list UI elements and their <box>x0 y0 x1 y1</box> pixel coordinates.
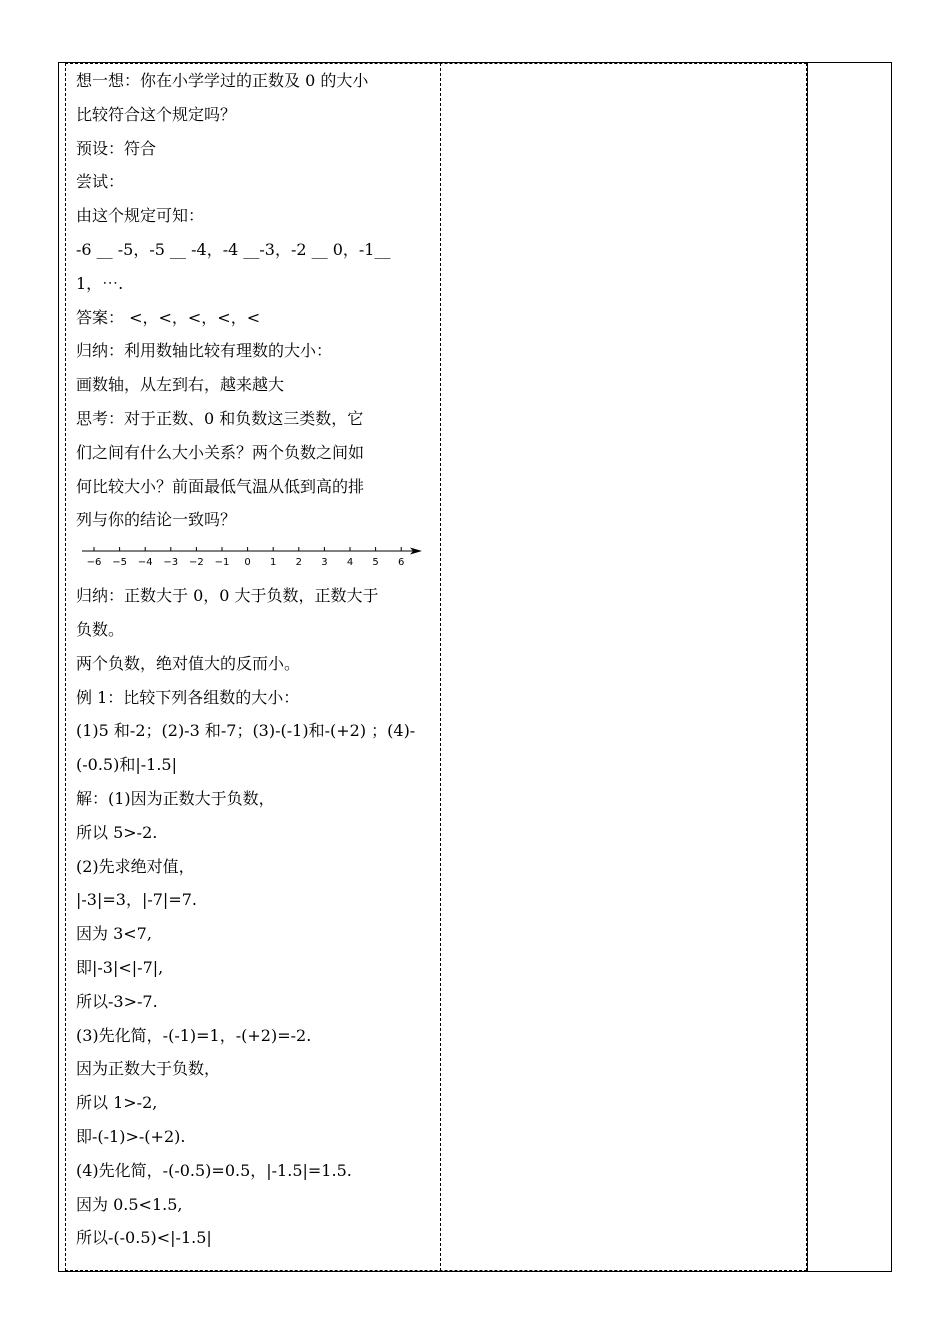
text-line: -6 __ -5，-5 __ -4，-4 __-3，-2 __ 0，-1__ <box>76 239 391 259</box>
number-line <box>82 545 422 575</box>
text-line: (4)先化简，-(-0.5)=0.5，|-1.5|=1.5. <box>76 1160 352 1180</box>
text-line: 例 1：比较下列各组数的大小： <box>76 687 300 707</box>
text-line: 因为 3<7, <box>76 924 152 944</box>
text-line: (3)先化简，-(-1)=1，-(+2)=-2. <box>76 1025 312 1045</box>
text-line: 两个负数，绝对值大的反而小。 <box>76 653 301 673</box>
text-line: 们之间有什么大小关系？两个负数之间如 <box>76 442 365 462</box>
text-line: 归纳：正数大于 0，0 大于负数，正数大于 <box>76 586 379 606</box>
text-line: 预设：符合 <box>76 138 157 158</box>
text-line: 即|-3|<|-7|, <box>76 957 164 977</box>
column-divider <box>807 63 808 1271</box>
text-line: |-3|=3，|-7|=7. <box>76 890 197 910</box>
lesson-content <box>76 64 434 1255</box>
text-line: 何比较大小？前面最低气温从低到高的排 <box>76 476 365 496</box>
number-line-tick-label: 4 <box>346 557 354 569</box>
text-line: 1，⋯. <box>76 273 124 293</box>
text-line: 即-(-1)>-(+2). <box>76 1126 186 1146</box>
number-line-tick-label: −5 <box>112 557 127 569</box>
number-line-tick-label: 6 <box>398 557 405 569</box>
text-line: 所以 5>-2. <box>76 822 158 842</box>
notes-column <box>441 63 807 1271</box>
number-line-figure <box>76 537 434 579</box>
number-line-tick-label: −4 <box>137 557 153 569</box>
number-line-tick-label: −1 <box>214 557 230 569</box>
text-line: 答案： <，<，<，<，< <box>76 307 261 327</box>
number-line-tick-label: −6 <box>86 557 102 569</box>
number-line-tick-label: 2 <box>295 557 302 569</box>
text-line: 所以-3>-7. <box>76 991 158 1011</box>
text-line: 归纳：利用数轴比较有理数的大小： <box>76 341 333 361</box>
text-line: 所以 1>-2, <box>76 1093 158 1113</box>
text-line: 所以-(-0.5)<|-1.5| <box>76 1228 212 1248</box>
table-bottom-border <box>65 1270 807 1271</box>
number-line-tick-label: 3 <box>321 557 328 569</box>
text-line: 尝试： <box>76 172 125 192</box>
text-line: (2)先求绝对值， <box>76 856 195 876</box>
text-line: 画数轴，从左到右，越来越大 <box>76 375 285 395</box>
text-line: 由这个规定可知： <box>76 206 205 226</box>
text-line: 因为正数大于负数， <box>76 1059 221 1079</box>
text-line: 因为 0.5<1.5, <box>76 1194 183 1214</box>
number-line-tick-label: 0 <box>244 557 251 569</box>
number-line-tick-label: −2 <box>189 557 204 569</box>
number-line-tick-label: 1 <box>270 557 277 569</box>
number-line-tick-label: 5 <box>372 557 379 569</box>
text-line: 比较符合这个规定吗？ <box>76 104 237 124</box>
text-line: 解：(1)因为正数大于负数， <box>76 788 275 808</box>
text-line: 思考：对于正数、0 和负数这三类数，它 <box>76 408 364 428</box>
text-line: 列与你的结论一致吗？ <box>76 510 237 530</box>
number-line-tick-label: −3 <box>163 557 179 569</box>
number-line-ticks <box>87 547 405 568</box>
text-line: (-0.5)和|-1.5| <box>76 755 177 775</box>
text-line: (1)5 和-2；(2)-3 和-7；(3)-(-1)和-(+2) ；(4)- <box>76 721 416 741</box>
text-line: 想一想：你在小学学过的正数及 0 的大小 <box>76 71 369 90</box>
text-line: 负数。 <box>76 619 125 639</box>
